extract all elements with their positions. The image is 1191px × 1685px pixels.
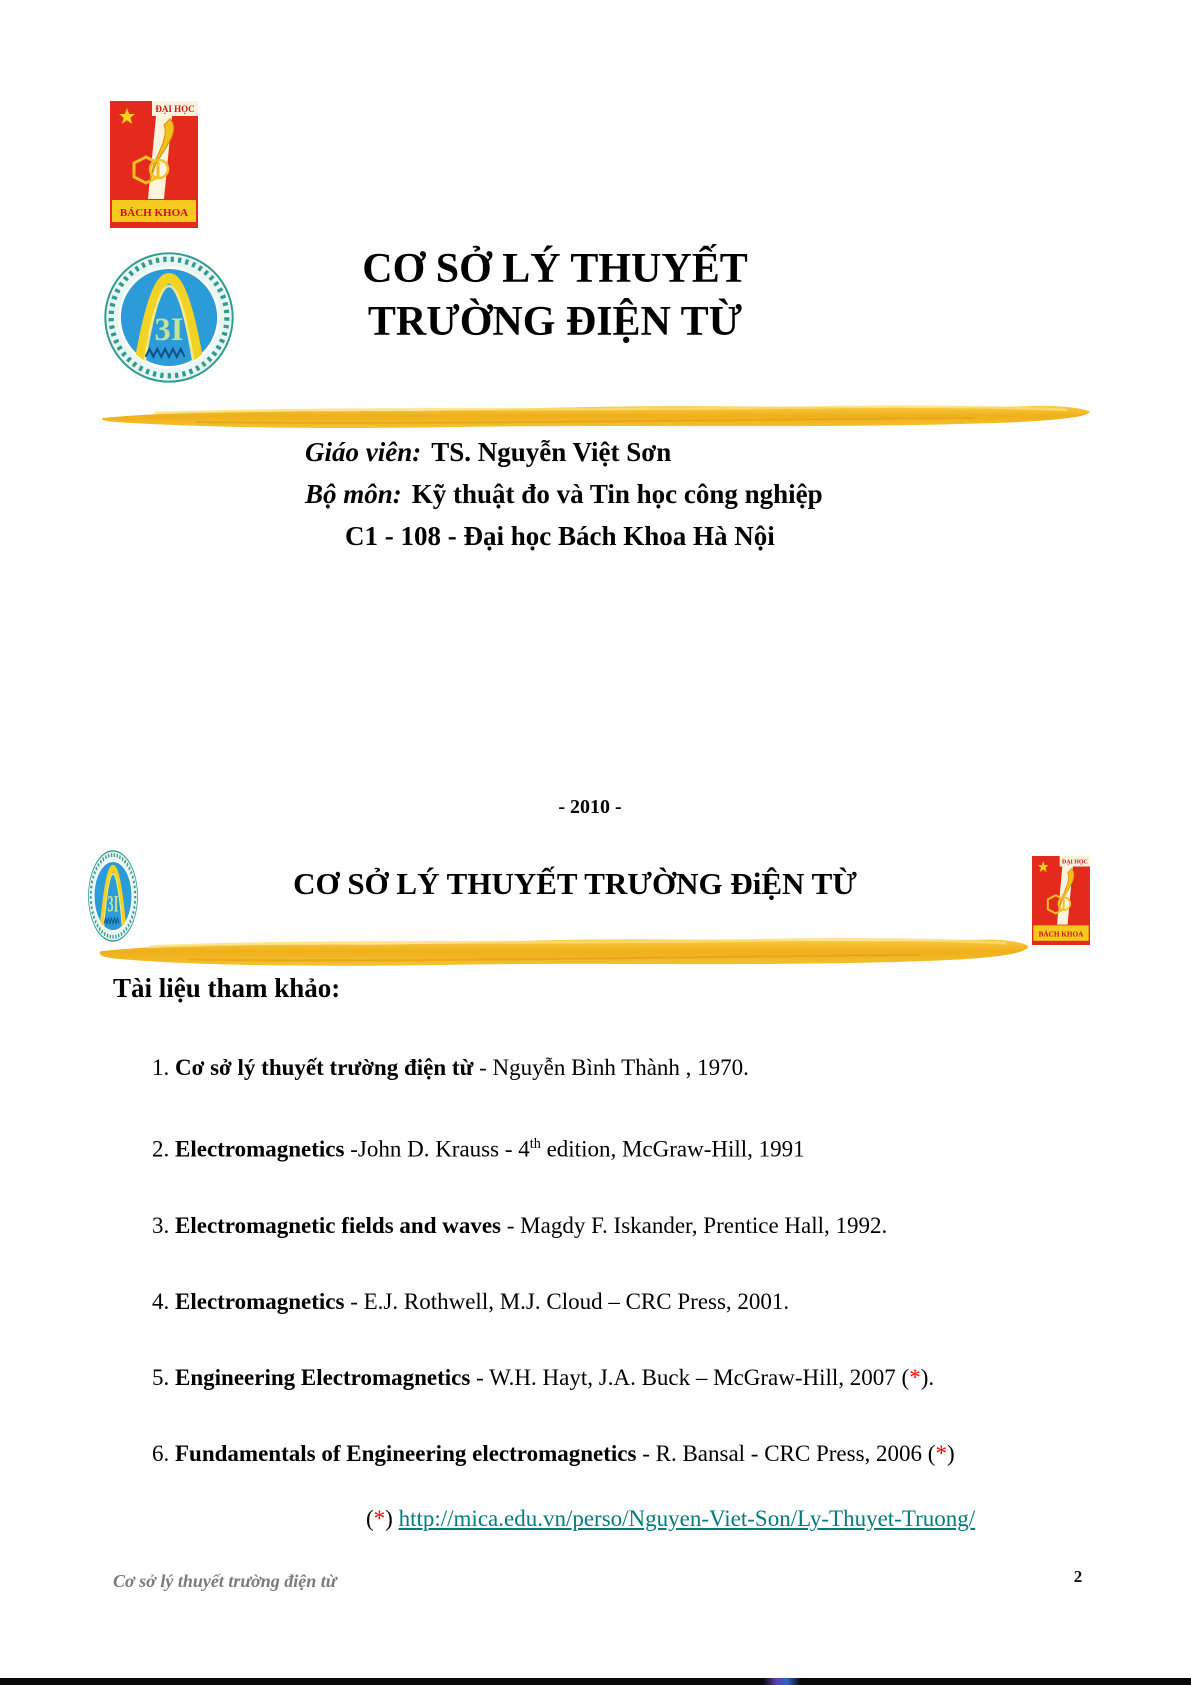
reference-segment: - Nguyễn Bình Thành , 1970. bbox=[473, 1055, 749, 1080]
reference-segment: 5. bbox=[152, 1364, 175, 1390]
mica-reference-link[interactable]: http://mica.edu.vn/perso/Nguyen-Viet-Son/Ly-Thuyet-Truong/ bbox=[398, 1506, 976, 1531]
reference-segment: Electromagnetics bbox=[175, 1136, 345, 1162]
references-list bbox=[152, 1053, 1152, 1469]
instructor-label: Giáo viên: bbox=[305, 437, 422, 467]
instructor-name: TS. Nguyễn Việt Sơn bbox=[431, 437, 672, 467]
bachkhoa-logo-bottom-label: BÁCH KHOA bbox=[119, 207, 189, 219]
reference-segment: Cơ sở lý thuyết trường điện từ bbox=[175, 1055, 474, 1080]
next-slide-edge-artifact bbox=[763, 1678, 807, 1685]
bachkhoa-logo-bottom-label: BÁCH KHOA bbox=[1038, 929, 1084, 939]
reference-item bbox=[152, 1053, 1152, 1083]
institute-logo-label: 3I bbox=[107, 893, 119, 918]
reference-item bbox=[152, 1439, 1152, 1469]
reference-segment: 4. bbox=[152, 1288, 175, 1314]
link-paren-close: ) bbox=[385, 1506, 399, 1531]
reference-link-line bbox=[366, 1506, 975, 1532]
reference-segment: Fundamentals of Engineering electromagnetics bbox=[175, 1440, 637, 1466]
page-number: 2 bbox=[1073, 1567, 1083, 1586]
instructor-line bbox=[305, 437, 823, 479]
year-label: - 2010 - bbox=[558, 796, 622, 818]
reference-item bbox=[152, 1129, 1152, 1165]
institute-logo-label: 3I bbox=[154, 311, 184, 348]
reference-segment: - Magdy F. Iskander, Prentice Hall, 1992. bbox=[501, 1212, 888, 1238]
link-star: * bbox=[373, 1506, 386, 1531]
yellow-brush-divider bbox=[95, 394, 1095, 434]
reference-item bbox=[152, 1211, 1152, 1241]
references-heading: Tài liệu tham khảo: bbox=[113, 973, 341, 1003]
slide1-title bbox=[275, 243, 835, 349]
reference-segment: Electromagnetics bbox=[175, 1288, 345, 1314]
reference-segment: 3. bbox=[152, 1212, 175, 1238]
bachkhoa-logo-top-label: ĐẠI HỌC bbox=[1061, 859, 1088, 866]
reference-segment: Engineering Electromagnetics bbox=[175, 1364, 471, 1390]
slide1-title-line2: TRƯỜNG ĐIỆN TỪ bbox=[367, 298, 743, 345]
department-label: Bộ môn: bbox=[305, 479, 402, 509]
department-line bbox=[305, 479, 823, 521]
reference-segment: - E.J. Rothwell, M.J. Cloud – CRC Press, 2001. bbox=[344, 1288, 790, 1314]
reference-segment: th bbox=[529, 1136, 541, 1152]
reference-segment: - W.H. Hayt, J.A. Buck – McGraw-Hill, 2007 ( bbox=[470, 1364, 910, 1390]
location-line: C1 - 108 - Đại học Bách Khoa Hà Nội bbox=[345, 521, 775, 551]
bachkhoa-logo-icon bbox=[110, 101, 198, 228]
yellow-brush-divider bbox=[93, 926, 1033, 972]
reference-segment: ) bbox=[946, 1440, 955, 1466]
reference-segment: ). bbox=[920, 1364, 935, 1390]
department-name: Kỹ thuật đo và Tin học công nghiệp bbox=[411, 479, 823, 509]
reference-segment: 6. bbox=[152, 1440, 175, 1466]
reference-segment: Electromagnetic fields and waves bbox=[175, 1212, 502, 1238]
reference-segment: - R. Bansal - CRC Press, 2006 ( bbox=[636, 1440, 936, 1466]
reference-item bbox=[152, 1363, 1152, 1393]
link-paren-open: ( bbox=[366, 1506, 374, 1531]
institute-3i-logo-icon bbox=[104, 252, 234, 383]
reference-segment: edition, McGraw-Hill, 1991 bbox=[540, 1136, 805, 1162]
reference-segment: 1. bbox=[152, 1055, 175, 1080]
course-info-block bbox=[305, 437, 823, 563]
footer-course-title: Cơ sở lý thuyết trường điện từ bbox=[113, 1571, 337, 1591]
slide2-title: CƠ SỞ LÝ THUYẾT TRƯỜNG ĐiỆN TỪ bbox=[293, 866, 857, 901]
slide1-title-line1: CƠ SỞ LÝ THUYẾT bbox=[362, 246, 748, 292]
bachkhoa-logo-icon bbox=[1032, 856, 1090, 945]
reference-item bbox=[152, 1287, 1152, 1317]
reference-segment: * bbox=[909, 1364, 921, 1390]
next-slide-edge bbox=[0, 1678, 1191, 1685]
bachkhoa-logo-top-label: ĐẠI HỌC bbox=[155, 104, 195, 114]
reference-segment: 2. bbox=[152, 1136, 175, 1162]
reference-segment: * bbox=[935, 1440, 947, 1466]
reference-segment: -John D. Krauss - 4 bbox=[344, 1136, 530, 1162]
